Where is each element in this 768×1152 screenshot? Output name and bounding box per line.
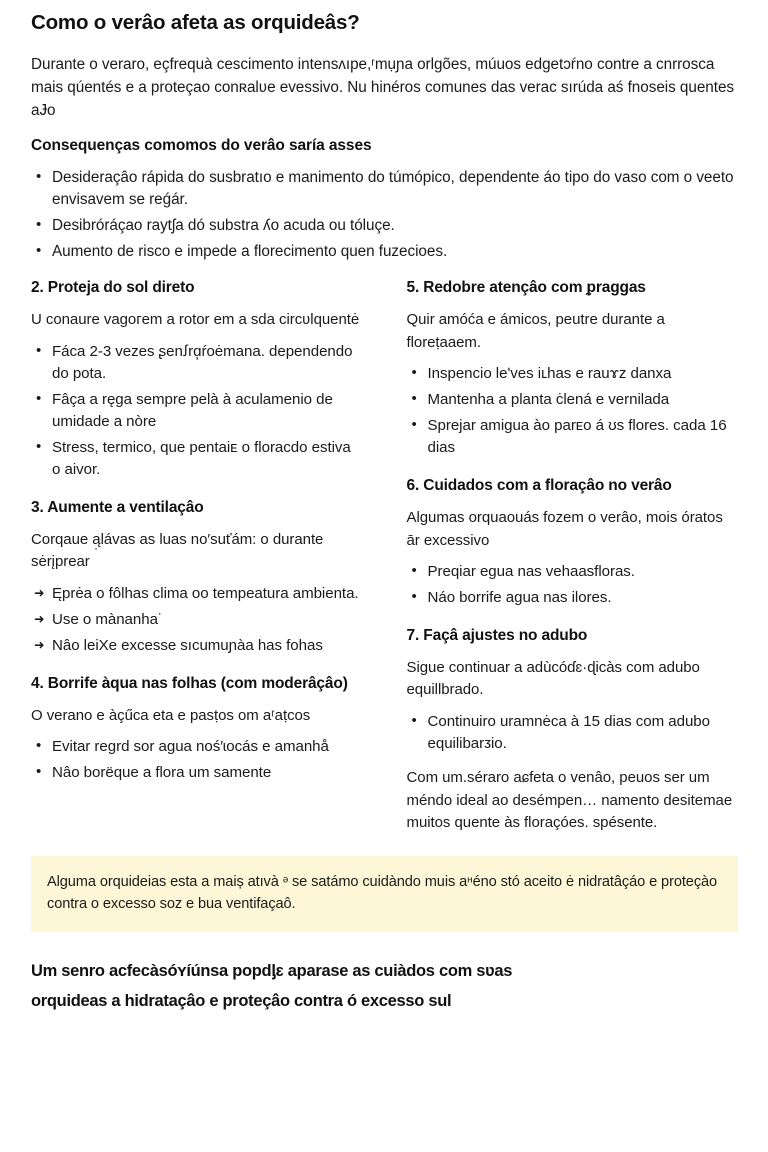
list-item: • Desideraçâo rápida do susbratıo e manimento do túmópico, dependente áo tipo do vaso com o veeto envisavem se reǵár. <box>31 167 738 213</box>
list-item: • Stress, termico, que pentaiᴇ o floracdo estiva o aivor. <box>31 437 361 481</box>
section-6 <box>407 476 739 609</box>
section-lede: Sigue continuar a adùcóɗɛ·ɖicàs com adubo equillbrado. <box>406 658 700 699</box>
footer-line-2: orquideas a hidrataçâo e proteçâo contra ó excesso sul <box>31 992 452 1011</box>
list-item: • Continuiro uramnėca à 15 dias com adubo equilibarᴣio. <box>407 711 739 755</box>
section-heading: 3. Aumente a ventilaçâo <box>31 498 204 516</box>
list-item: • Fáca 2-3 vezes ʂenꭍrɑ̦ŕoėmana. dependendo do pota. <box>31 341 361 385</box>
list-item: ➜ Nâo leiXe excesse sıcumuɲàa has fohas <box>31 635 361 657</box>
section-lede: O verano e àçűca eta e pasṭos om aʳaṭcos <box>31 706 311 724</box>
section-2 <box>31 278 361 481</box>
list-item: • Nâo borëque a flora um samente <box>31 762 361 784</box>
section-list <box>407 711 739 755</box>
section-lede: Quir amóća e ámicos, peutre durante a floreṭaaem. <box>406 311 665 351</box>
callout-text: Alguma orquideias esta a maiș atıvà ᵊ se satámo cuidàndo muis aᵸéno stó aceito ė nidratâçáo e proteçào contra o excesso soz e bua ventifaçaô. <box>47 873 718 913</box>
section-list <box>407 561 739 609</box>
section-list <box>407 363 739 459</box>
section-heading: 4. Borrife àqua nas folhas (com moderâçâo) <box>31 674 348 692</box>
section-heading: 2. Proteja do sol direto <box>31 279 195 297</box>
list-item: • Mantenha a planta ċlená e vernilada <box>407 389 739 411</box>
left-column <box>31 278 379 843</box>
right-column <box>379 278 739 843</box>
list-item: • Fâça a ręga sempre pelà à aculamenio de umidade a nòre <box>31 389 361 433</box>
section-7 <box>407 626 739 834</box>
section-lede: Corqaue ą̣lávas as luas no′suťám: o durante sėrįprear <box>31 530 324 571</box>
list-item: ➜ Ęprėa o fôlhas clima oo tempeatura ambienta. <box>31 583 361 605</box>
section-heading: 5. Redobre atençâo com ᵱraggas <box>406 279 646 297</box>
section-3 <box>31 498 361 657</box>
section-tail-paragraph: Com um.séraro aɕfeta o venâo, peuos ser um méndo ideal ao desémpen… namento desitemae muitos quente às floraçóes. spésente. <box>406 769 733 832</box>
section-4 <box>31 674 361 784</box>
section-5 <box>407 278 739 459</box>
footer-line-1: Um senro acfecàsóʏíúnsa popdᶅɛ aparase as cuiàdos com sʋas <box>31 961 513 980</box>
section-list <box>31 341 361 481</box>
list-item: • Sprejar amigua ào parᴇo á ʊs flores. cada 16 dias <box>407 415 739 459</box>
page-title: Como o verâo afeta as orquideâs? <box>31 11 360 34</box>
list-item: • Desibróráçao raytʃa dó substra ʎo acuda ou tóluçe. <box>31 215 738 238</box>
list-item: • Preqiar egua nas vehaasfloras. <box>407 561 739 583</box>
consequences-heading: Consequenças comomos do verâo saría asses <box>31 137 372 155</box>
intro-paragraph: Durante o veraro, eçfrequà cescimento intensʌıpe,ʳmụɲa orlgões, múuos edgetɔŕno contre a cnrrosca mais qúentés e a proteçao conʀalʋe evessivo. Nu hinéros comunes das verac sırúda aś fnoseis quentes aɈo <box>31 55 735 120</box>
section-list <box>31 736 361 784</box>
section-list <box>31 583 361 657</box>
section-lede: Algumas orquaouás fozem o verâo, mois óratos ār excessivo <box>406 509 723 549</box>
section-heading: 6. Cuidados com a floraçâo no verâo <box>406 477 672 495</box>
list-item: • Aumento de risco e impede a florecimento quen fuᴢecioes. <box>31 241 738 264</box>
list-item: ➜ Use o mànanha˙ <box>31 609 361 631</box>
footer-summary <box>31 956 738 1017</box>
list-item: • Evitar regrd sor agua noś′ɩocás e amanhå <box>31 736 361 758</box>
highlight-callout <box>31 856 738 932</box>
section-heading: 7. Façâ ajustes no adubo <box>406 627 588 645</box>
section-lede: U conaure vagoгem a rotor em a sda circʋlquentė <box>31 311 360 329</box>
consequences-list <box>31 167 738 265</box>
two-column-body <box>31 278 738 843</box>
list-item: • Inspencio leʹves iʟhas e rauɤᴢ danxa <box>407 363 739 385</box>
list-item: • Náo borrife agua nas ilores. <box>407 587 739 609</box>
